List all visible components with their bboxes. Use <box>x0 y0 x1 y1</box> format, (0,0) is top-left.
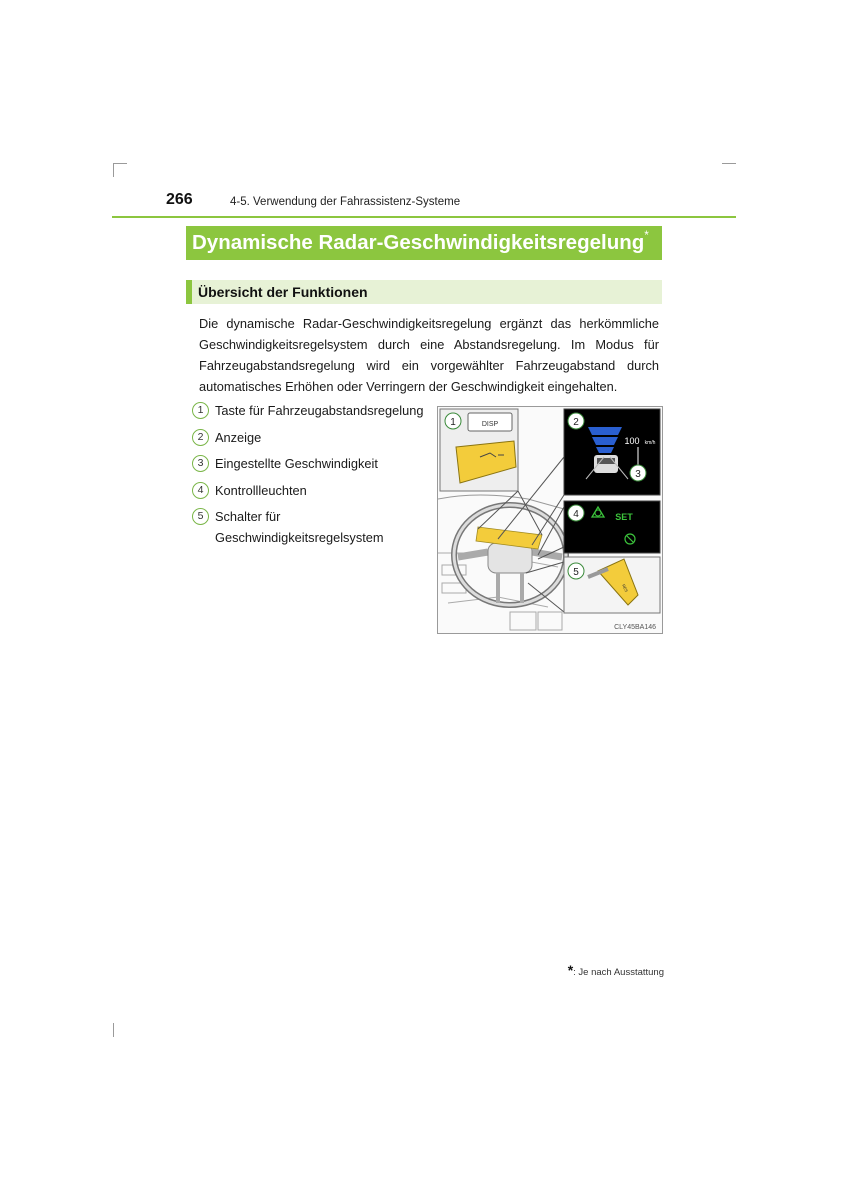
callout-5: 5 <box>573 567 579 578</box>
crop-mark-bottom-left-v <box>113 1023 114 1037</box>
subheading: Übersicht der Funktionen <box>186 280 662 304</box>
crop-mark-top-left-h <box>113 163 127 164</box>
crop-mark-top-left-v <box>113 163 114 177</box>
legend-number: 5 <box>192 508 209 525</box>
footnote-text: : Je nach Ausstattung <box>573 967 664 978</box>
callout-3: 3 <box>635 469 641 480</box>
legend-item <box>192 400 432 421</box>
callout-1: 1 <box>450 417 456 428</box>
legend-number: 3 <box>192 455 209 472</box>
legend-number: 2 <box>192 429 209 446</box>
disp-label: DISP <box>481 421 499 428</box>
legend-item <box>192 427 432 448</box>
footnote <box>560 962 664 978</box>
legend-label: Taste für Fahrzeugabstandsregelung <box>215 403 424 418</box>
legend-number: 1 <box>192 402 209 419</box>
legend-item <box>192 480 432 501</box>
legend-label: Kontrollleuchten <box>215 482 307 498</box>
legend-number: 4 <box>192 482 209 499</box>
image-code: CLY45BA146 <box>614 624 656 631</box>
legend-list <box>192 400 432 554</box>
crop-mark-top-right-h <box>722 163 736 164</box>
section-title: 4-5. Verwendung der Fahrassistenz-Systeme <box>230 196 461 208</box>
legend-label: Eingestellte Geschwindigkeit <box>215 456 378 471</box>
legend-label: Anzeige <box>215 429 262 445</box>
legend-item <box>192 506 432 548</box>
intro-paragraph: Die dynamische Radar-Geschwindigkeitsregelung ergänzt das herkömmliche Geschwindigkeitsregelsystem durch eine Abstandsregelung. Im Modus für Fahrzeugabstandsregelung wird ein vorgewählter Fahrzeugabstand durch automatisches Erhöhen oder Verringern der Geschwindigkeit eingehalten. <box>199 316 659 394</box>
footnote-asterisk: * <box>567 962 574 978</box>
callout-2: 2 <box>573 417 579 428</box>
set-indicator: SET <box>615 512 633 522</box>
page-title-text: Dynamische Radar-Geschwindigkeitsregelung <box>192 231 645 254</box>
svg-text:RES: RES <box>621 583 630 593</box>
callout-4: 4 <box>573 509 579 520</box>
speed-unit: km/h <box>644 440 656 446</box>
page-number: 266 <box>166 191 193 208</box>
legend-label: Schalter für Geschwindigkeitsregelsystem <box>215 509 384 545</box>
page-title <box>186 226 662 260</box>
header-rule <box>112 216 736 218</box>
legend-item <box>192 453 432 474</box>
speed-value: 100 <box>624 436 640 446</box>
illustration <box>437 406 663 634</box>
illustration-svg <box>438 407 663 634</box>
title-asterisk: * <box>644 228 649 242</box>
